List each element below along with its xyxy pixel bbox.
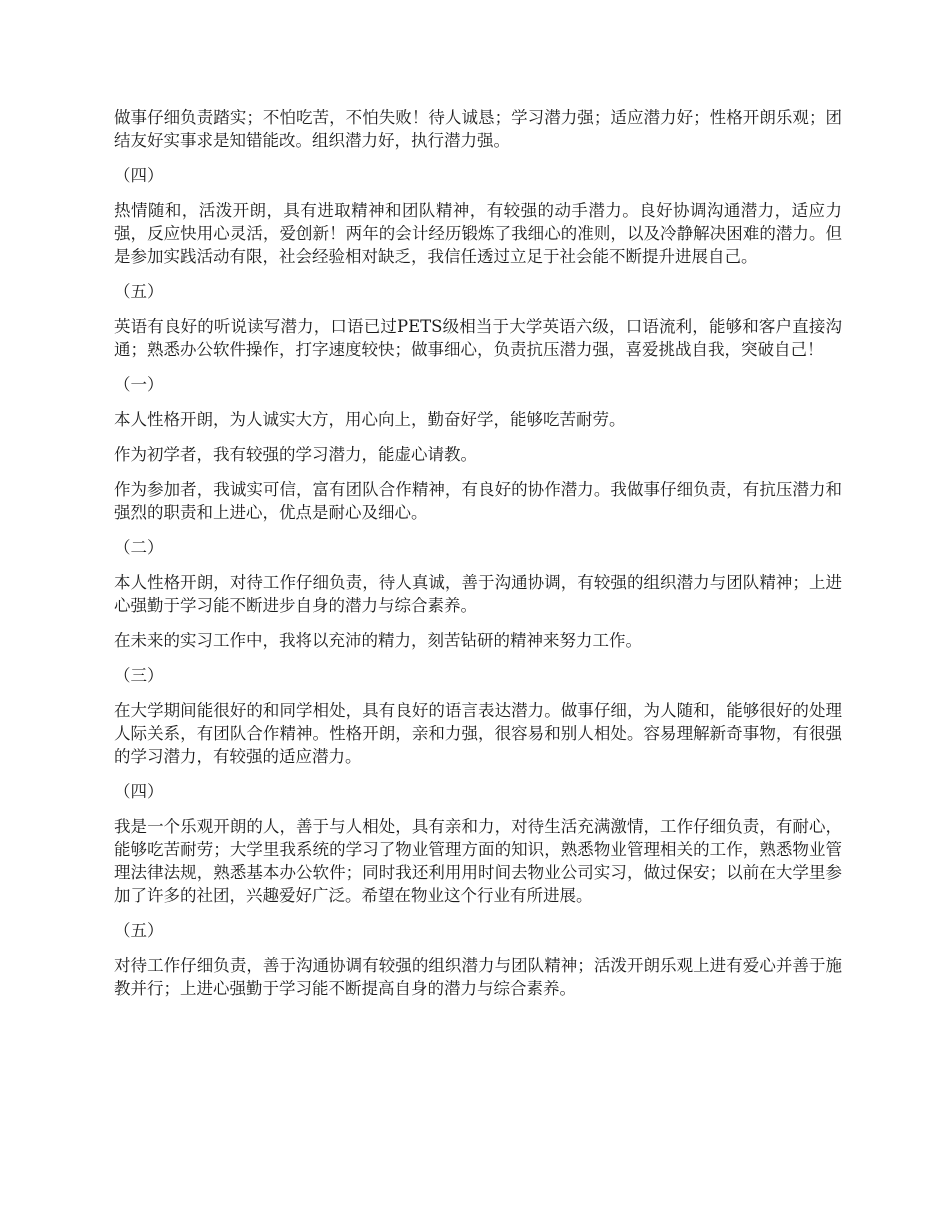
paragraph: 作为初学者，我有较强的学习潜力，能虚心请教。	[114, 445, 477, 464]
section-heading: （五）	[114, 282, 164, 301]
paragraph: 英语有良好的听说读写潜力，口语已过PETS级相当于大学英语六级，口语流利，能够和客户直接沟通；熟悉办公软件操作，打字速度较快；做事细心，负责抗压潜力强，喜爱挑战自我，突破自己！	[114, 317, 842, 359]
paragraph: 做事仔细负责踏实；不怕吃苦，不怕失败！待人诚恳；学习潜力强；适应潜力好；性格开朗乐观；团结友好实事求是知错能改。组织潜力好，执行潜力强。	[114, 108, 842, 150]
section-heading: （四）	[114, 782, 164, 801]
paragraph: 在大学期间能很好的和同学相处，具有良好的语言表达潜力。做事仔细，为人随和，能够很好的处理人际关系，有团队合作精神。性格开朗，亲和力强，很容易和别人相处。容易理解新奇事物，有很强的学习潜力，有较强的适应潜力。	[114, 701, 842, 766]
section-heading: （三）	[114, 666, 164, 685]
document-body	[114, 106, 842, 1012]
section-heading: （一）	[114, 375, 164, 394]
paragraph: 本人性格开朗，对待工作仔细负责，待人真诚，善于沟通协调，有较强的组织潜力与团队精神；上进心强勤于学习能不断进步自身的潜力与综合素养。	[114, 573, 842, 615]
paragraph: 本人性格开朗，为人诚实大方，用心向上，勤奋好学，能够吃苦耐劳。	[114, 410, 626, 429]
paragraph: 在未来的实习工作中，我将以充沛的精力，刻苦钻研的精神来努力工作。	[114, 631, 642, 650]
section-heading: （二）	[114, 538, 164, 557]
paragraph: 对待工作仔细负责，善于沟通协调有较强的组织潜力与团队精神；活泼开朗乐观上进有爱心并善于施教并行；上进心强勤于学习能不断提高自身的潜力与综合素养。	[114, 956, 842, 998]
paragraph: 我是一个乐观开朗的人，善于与人相处，具有亲和力，对待生活充满激情，工作仔细负责，有耐心，能够吃苦耐劳；大学里我系统的学习了物业管理方面的知识，熟悉物业管理相关的工作，熟悉物业管理法律法规，熟悉基本办公软件；同时我还利用用时间去物业公司实习，做过保安；以前在大学里参加了许多的社团，兴趣爱好广泛。希望在物业这个行业有所进展。	[114, 817, 842, 905]
paragraph: 热情随和，活泼开朗，具有进取精神和团队精神，有较强的动手潜力。良好协调沟通潜力，适应力强，反应快用心灵活，爱创新！两年的会计经历锻炼了我细心的准则，以及冷静解决困难的潜力。但是参加实践活动有限，社会经验相对缺乏，我信任透过立足于社会能不断提升进展自己。	[114, 201, 842, 266]
section-heading: （四）	[114, 166, 164, 185]
paragraph: 作为参加者，我诚实可信，富有团队合作精神，有良好的协作潜力。我做事仔细负责，有抗压潜力和强烈的职责和上进心，优点是耐心及细心。	[114, 480, 842, 522]
section-heading: （五）	[114, 921, 164, 940]
